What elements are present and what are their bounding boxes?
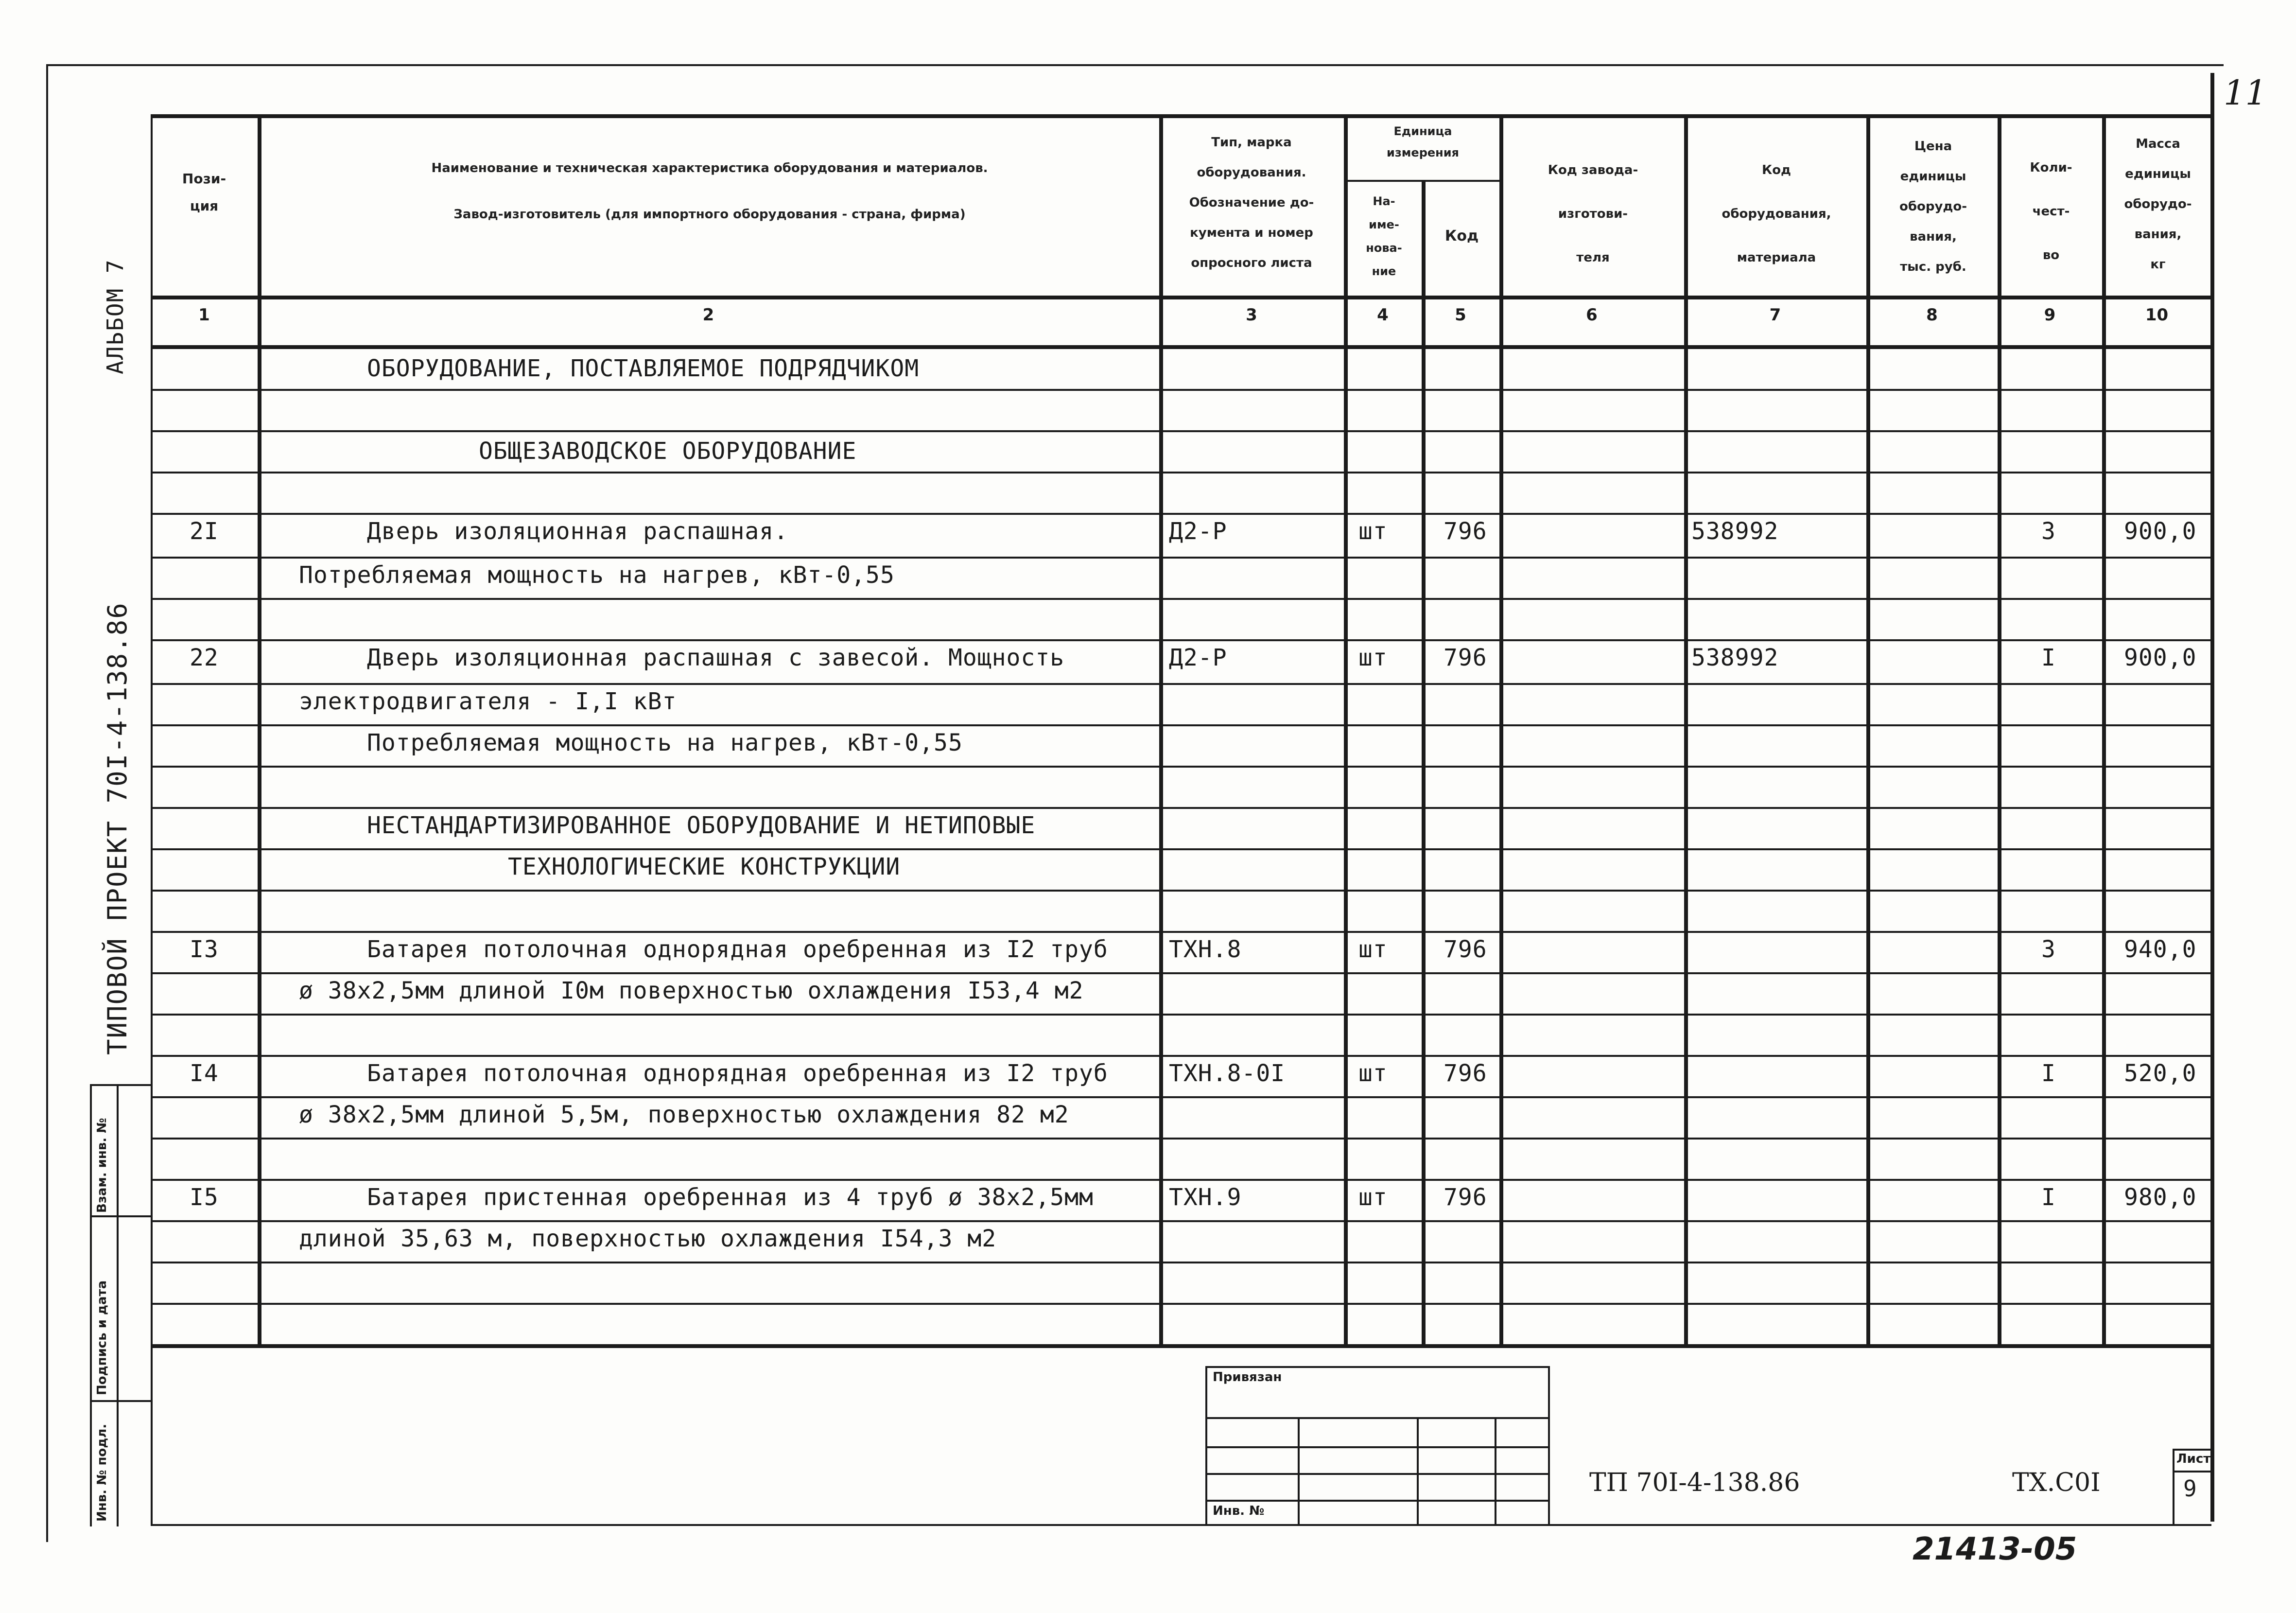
row-14-mass: 520,0 <box>2124 1060 2197 1087</box>
row-21-qty: 3 <box>2041 518 2056 545</box>
project-label: ТИПОВОЙ ПРОЕКТ 70I-4-138.86 <box>102 602 133 1055</box>
colnum-2: 2 <box>702 305 714 325</box>
row-21-unit: шт <box>1358 518 1388 545</box>
row-15-unit-code: 796 <box>1444 1184 1487 1211</box>
row-13-unit: шт <box>1358 936 1388 963</box>
stamp-signature-date: Подпись и дата <box>95 1280 109 1395</box>
row-14-pos: I4 <box>190 1060 219 1087</box>
row-21-desc: Потребляемая мощность на нагрев, кВт-0,55 <box>299 561 895 589</box>
row-14-type: ТХН.8-0I <box>1169 1060 1286 1087</box>
row-13-qty: 3 <box>2041 936 2056 963</box>
header-type: Тип, марка оборудования. Обозначение до- кумента и номер опросного листа <box>1189 135 1314 270</box>
inv-no-label: Инв. № <box>1213 1504 1265 1518</box>
colnum-3: 3 <box>1246 305 1257 325</box>
row-22-mass: 900,0 <box>2124 644 2197 671</box>
row-15-mass: 980,0 <box>2124 1184 2197 1211</box>
row-21-equip-code: 538992 <box>1691 518 1779 545</box>
row-15-qty: I <box>2041 1184 2056 1211</box>
colnum-6: 6 <box>1586 305 1598 325</box>
row-22-equip-code: 538992 <box>1691 644 1779 671</box>
header-plant-code: Код завода- изготови- теля <box>1548 163 1638 265</box>
colnum-10: 10 <box>2145 305 2169 325</box>
header-name-line2: Завод-изготовитель (для импортного оборудования - страна, фирма) <box>453 207 966 222</box>
sheet-code: ТХ.С0I <box>2012 1468 2101 1497</box>
header-price: Цена единицы оборудо- вания, тыс. руб. <box>1899 139 1967 274</box>
stamp-replaced-inv: Взам. инв. № <box>95 1118 109 1213</box>
colnum-5: 5 <box>1455 305 1466 325</box>
header-unit-code: Код <box>1444 228 1479 245</box>
row-14-unit: шт <box>1358 1060 1388 1087</box>
row-22-qty: I <box>2041 644 2056 671</box>
row-22-unit-code: 796 <box>1444 644 1487 671</box>
header-name-line1: Наименование и техническая характеристика оборудования и материалов. <box>431 161 988 175</box>
row-21-type: Д2-Р <box>1169 518 1227 545</box>
row-13-pos: I3 <box>190 936 219 963</box>
row-15-name: Батарея пристенная оребренная из 4 труб ø 38х2,5мм <box>367 1184 1094 1211</box>
header-unit-name: На- име- нова- ние <box>1366 194 1402 278</box>
section-title-general: ОБЩЕЗАВОДСКОЕ ОБОРУДОВАНИЕ <box>479 438 857 465</box>
row-14-qty: I <box>2041 1060 2056 1087</box>
row-22-desc2: Потребляемая мощность на нагрев, кВт-0,55 <box>367 729 963 756</box>
row-13-desc: ø 38х2,5мм длиной I0м поверхностью охлаждения I53,4 м2 <box>299 977 1084 1004</box>
section-title-nonstandard-2: ТЕХНОЛОГИЧЕСКИЕ КОНСТРУКЦИИ <box>508 853 901 880</box>
sheet-label: Лист <box>2176 1452 2211 1466</box>
stamp-original-inv: Инв. № подл. <box>95 1423 109 1522</box>
row-14-unit-code: 796 <box>1444 1060 1487 1087</box>
colnum-4: 4 <box>1377 305 1389 325</box>
colnum-1: 1 <box>198 305 210 325</box>
colnum-7: 7 <box>1769 305 1781 325</box>
privyazan-label: Привязан <box>1213 1370 1282 1385</box>
sheet-number: 9 <box>2183 1475 2197 1502</box>
corner-mark: 11 <box>2224 73 2267 113</box>
section-title-contractor: ОБОРУДОВАНИЕ, ПОСТАВЛЯЕМОЕ ПОДРЯДЧИКОМ <box>367 355 920 382</box>
row-13-type: ТХН.8 <box>1169 936 1242 963</box>
doc-code: ТП 70I-4-138.86 <box>1589 1468 1800 1497</box>
row-14-desc: ø 38х2,5мм длиной 5,5м, поверхностью охлаждения 82 м2 <box>299 1101 1069 1128</box>
row-14-name: Батарея потолочная однорядная оребренная из I2 труб <box>367 1060 1108 1087</box>
header-quantity: Коли- чест- во <box>2030 160 2072 263</box>
row-13-mass: 940,0 <box>2124 936 2197 963</box>
row-15-type: ТХН.9 <box>1169 1184 1242 1211</box>
archive-number: 21413-05 <box>1913 1531 2077 1567</box>
colnum-8: 8 <box>1926 305 1938 325</box>
header-position: Пози- ция <box>182 171 226 214</box>
row-15-unit: шт <box>1358 1184 1388 1211</box>
row-13-name: Батарея потолочная однорядная оребренная из I2 труб <box>367 936 1108 963</box>
header-mass: Масса единицы оборудо- вания, кг <box>2124 137 2192 272</box>
album-label: АЛЬБОМ 7 <box>102 259 128 374</box>
colnum-9: 9 <box>2044 305 2056 325</box>
row-21-name: Дверь изоляционная распашная. <box>367 518 789 545</box>
row-22-unit: шт <box>1358 644 1388 671</box>
header-unit-group: Единица измерения <box>1387 124 1459 159</box>
row-15-pos: I5 <box>190 1184 219 1211</box>
row-22-name: Дверь изоляционная распашная с завесой. Мощность <box>367 644 1065 671</box>
row-21-pos: 2I <box>190 518 219 545</box>
row-22-type: Д2-Р <box>1169 644 1227 671</box>
row-21-unit-code: 796 <box>1444 518 1487 545</box>
header-equip-code: Код оборудования, материала <box>1722 163 1831 265</box>
row-22-pos: 22 <box>190 644 219 671</box>
row-21-mass: 900,0 <box>2124 518 2197 545</box>
row-15-desc: длиной 35,63 м, поверхностью охлаждения I54,3 м2 <box>299 1225 997 1252</box>
row-13-unit-code: 796 <box>1444 936 1487 963</box>
row-22-desc1: электродвигателя - I,I кВт <box>299 688 677 715</box>
section-title-nonstandard-1: НЕСТАНДАРТИЗИРОВАННОЕ ОБОРУДОВАНИЕ И НЕТИПОВЫЕ <box>367 812 1036 839</box>
